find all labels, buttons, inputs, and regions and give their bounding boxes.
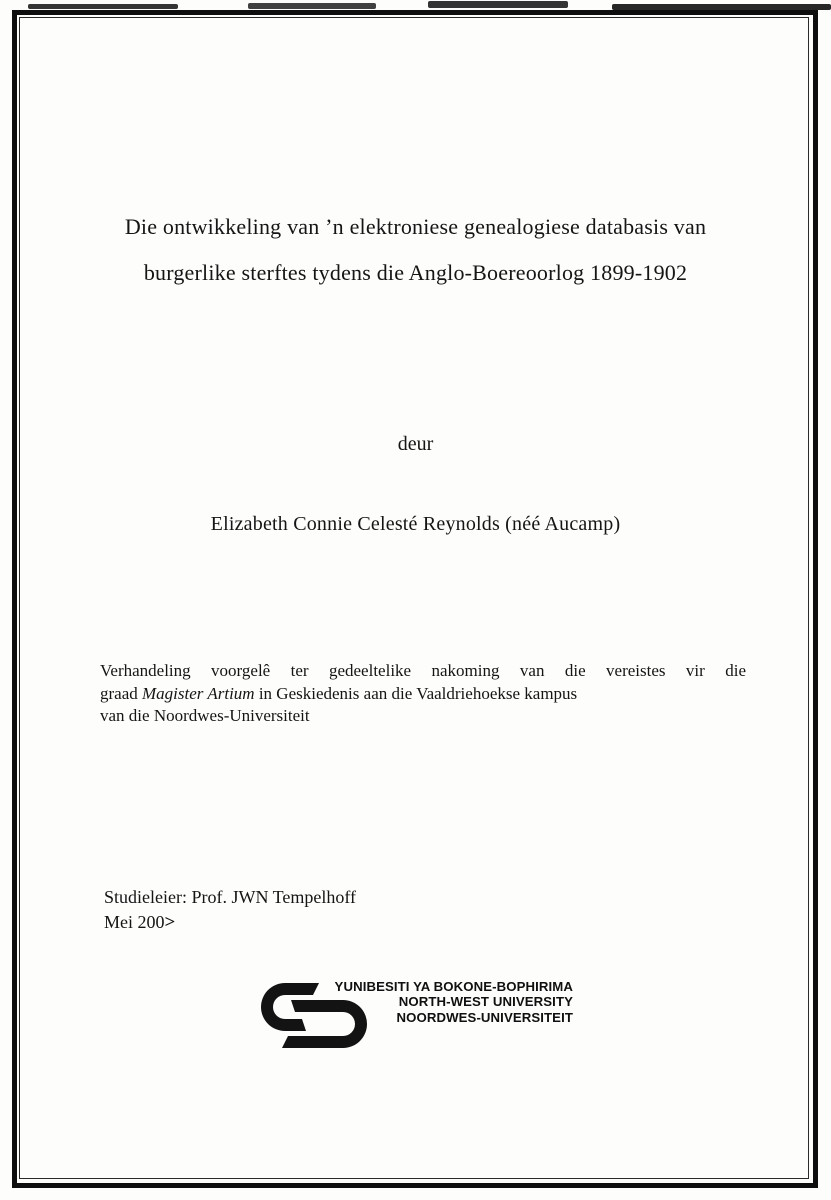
university-logo-text	[323, 979, 573, 1025]
degree-statement-line2-pre: graad	[100, 683, 143, 703]
supervisor-block	[104, 885, 356, 935]
scan-artifact	[428, 1, 568, 8]
thesis-title	[40, 204, 791, 296]
logo-text-english: NORTH-WEST UNIVERSITY	[398, 994, 573, 1010]
date-final-digit: >	[164, 912, 176, 933]
thesis-title-line2: burgerlike sterftes tydens die Anglo-Boereoorlog 1899-1902	[143, 260, 688, 285]
degree-name: Magister Artium	[142, 683, 255, 703]
logo-text-afrikaans: NOORDWES-UNIVERSITEIT	[396, 1009, 573, 1025]
university-logo	[261, 979, 575, 1053]
degree-statement	[100, 660, 746, 728]
author-name: Elizabeth Connie Celesté Reynolds (néé Aucamp)	[210, 513, 621, 535]
degree-statement-line1: Verhandeling voorgelê ter gedeeltelike nakoming van die vereistes vir die	[100, 661, 746, 680]
byline-label: deur	[397, 433, 434, 455]
thesis-title-line1: Die ontwikkeling van ’n elektroniese genealogiese databasis van	[124, 214, 707, 239]
date-line	[104, 910, 356, 935]
scan-artifact	[248, 3, 376, 9]
date-text: Mei 200	[104, 912, 165, 932]
scan-artifact	[28, 4, 178, 9]
degree-statement-line2-post: in Geskiedenis aan die Vaaldriehoekse kampus	[254, 683, 578, 703]
degree-statement-line2	[100, 683, 746, 706]
supervisor-line: Studieleier: Prof. JWN Tempelhoff	[104, 887, 357, 907]
degree-statement-line3: van die Noordwes-Universiteit	[100, 706, 310, 725]
logo-text-setswana: YUNIBESITI YA BOKONE-BOPHIRIMA	[334, 979, 573, 994]
